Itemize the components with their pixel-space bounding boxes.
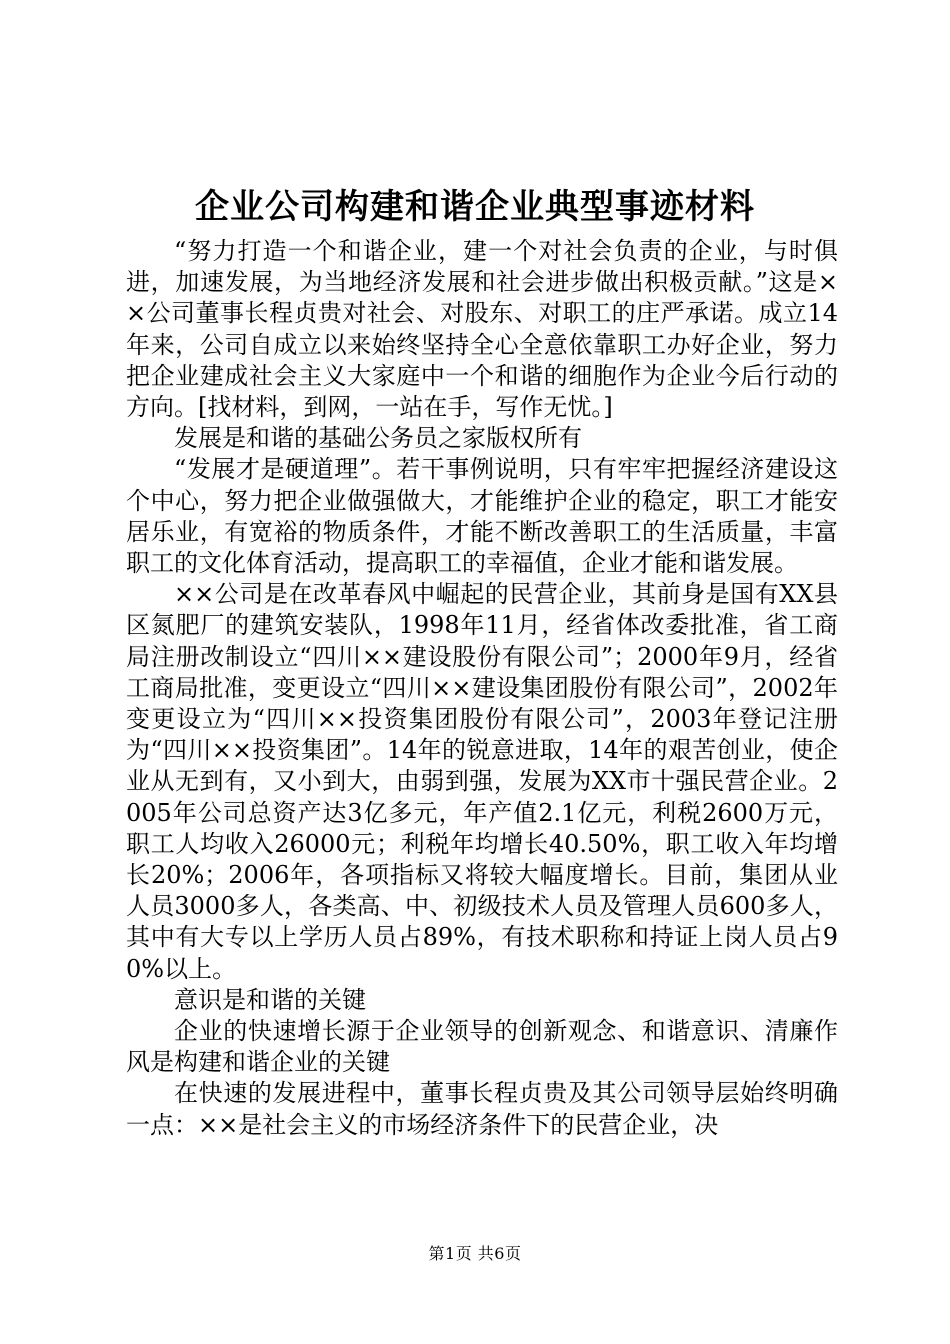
document-body <box>126 236 838 1141</box>
paragraph-intro: “努力打造一个和谐企业，建一个对社会负责的企业，与时俱进，加速发展，为当地经济发展和社会进步做出积极贡献。”这是××公司董事长程贞贵对社会、对股东、对职工的庄严承诺。成立14年来，公司自成立以来始终坚持全心全意依靠职工办好企业，努力把企业建成社会主义大家庭中一个和谐的细胞作为企业今后行动的方向。[找材料，到网，一站在手，写作无忧。] <box>126 237 838 422</box>
page-number-footer: 第1页 共6页 <box>428 1244 522 1263</box>
paragraph-development: “发展才是硬道理”。若干事例说明，只有牢牢把握经济建设这个中心，努力把企业做强做大，才能维护企业的稳定，职工才能安居乐业，有宽裕的物质条件，才能不断改善职工的生活质量，丰富职工的文化体育活动，提高职工的幸福值，企业才能和谐发展。 <box>126 455 838 578</box>
section-heading-awareness: 意识是和谐的关键 <box>174 985 366 1014</box>
paragraph-company-history: ××公司是在改革春风中崛起的民营企业，其前身是国有XX县区氮肥厂的建筑安装队，1998年11月，经省体改委批准，省工商局注册改制设立“四川××建设股份有限公司”；2000年9月，经省工商局批准，变更设立“四川××建设集团股份有限公司”，2002年变更设立为“四川××投资集团股份有限公司”，2003年登记注册为“四川××投资集团”。14年的锐意进取，14年的艰苦创业，使企业从无到有，又小到大，由弱到强，发展为XX市十强民营企业。2005年公司总资产达3亿多元，年产值2.1亿元，利税2600万元，职工人均收入26000元；利税年均增长40.50%，职工收入年均增长20%；2006年，各项指标又将较大幅度增长。目前，集团从业人员3000多人，各类高、中、初级技术人员及管理人员600多人，其中有大专以上学历人员占89%，有技术职称和持证上岗人员占90%以上。 <box>126 580 838 983</box>
section-heading-development: 发展是和谐的基础公务员之家版权所有 <box>174 424 582 453</box>
paragraph-progress: 在快速的发展进程中，董事长程贞贵及其公司领导层始终明确一点：××是社会主义的市场经济条件下的民营企业，决 <box>126 1079 838 1139</box>
document-title: 企业公司构建和谐企业典型事迹材料 <box>195 187 755 227</box>
paragraph-awareness: 企业的快速增长源于企业领导的创新观念、和谐意识、清廉作风是构建和谐企业的关键 <box>126 1017 838 1077</box>
